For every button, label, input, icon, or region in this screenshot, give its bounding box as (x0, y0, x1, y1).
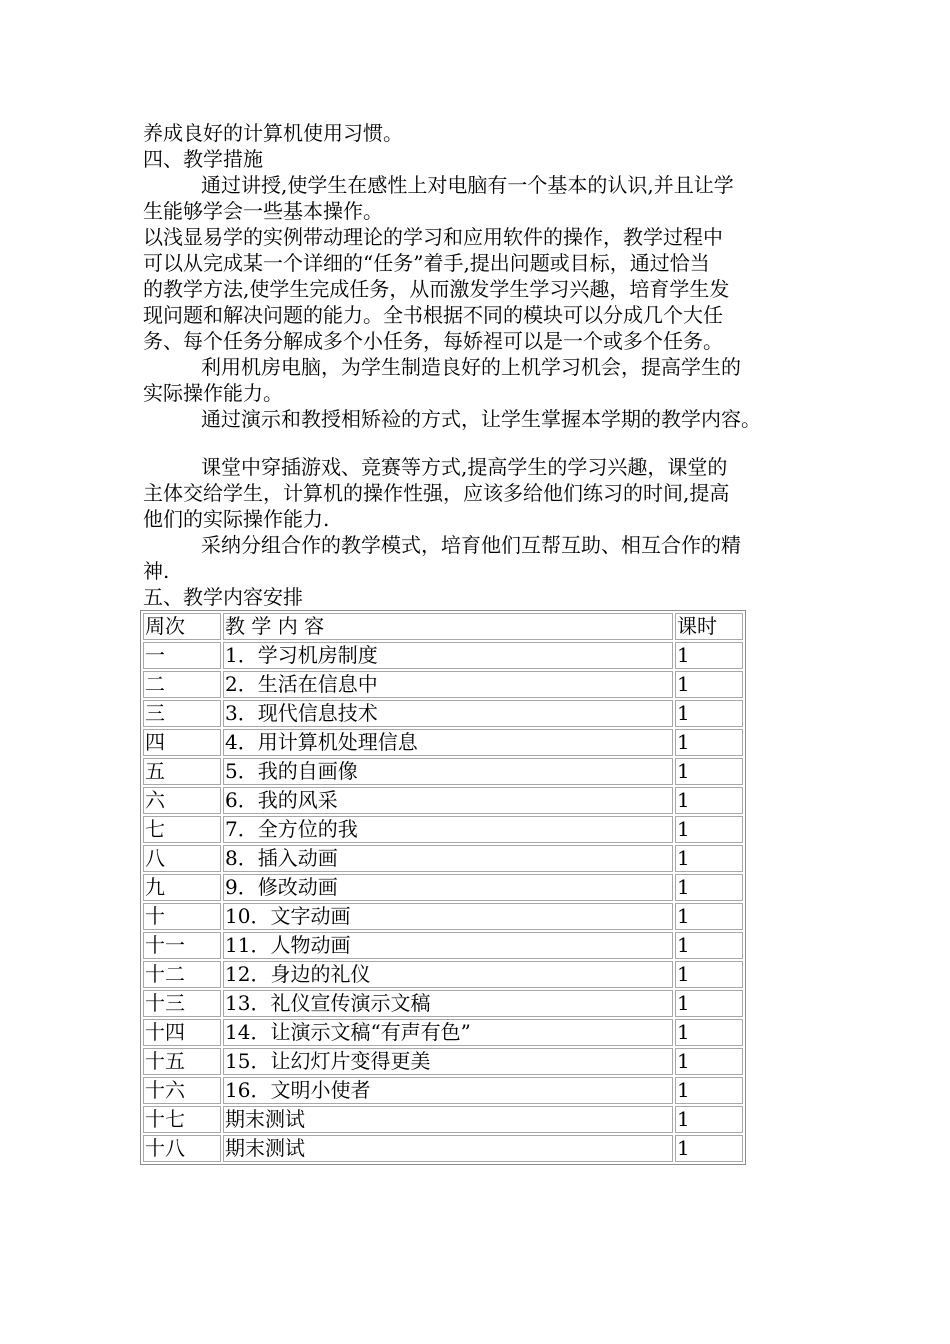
table-row (143, 642, 743, 669)
hours-cell: 1 (675, 1077, 743, 1104)
table-row (143, 1077, 743, 1104)
table-row (143, 1135, 743, 1162)
table-row (143, 1019, 743, 1046)
week-cell: 十七 (143, 1106, 221, 1133)
week-cell: 十三 (143, 990, 221, 1017)
week-cell: 五 (143, 758, 221, 785)
content-cell: 2．生活在信息中 (223, 671, 673, 698)
week-cell: 十一 (143, 932, 221, 959)
week-cell: 十四 (143, 1019, 221, 1046)
table-row (143, 903, 743, 930)
header-week: 周次 (143, 613, 221, 640)
week-cell: 十六 (143, 1077, 221, 1104)
hours-cell: 1 (675, 874, 743, 901)
week-cell: 十八 (143, 1135, 221, 1162)
week-cell: 十五 (143, 1048, 221, 1075)
paragraph-line: 的教学方法,使学生完成任务，从而激发学生学习兴趣，培育学生发 (143, 277, 730, 301)
content-cell: 3．现代信息技术 (223, 700, 673, 727)
section-heading: 四、教学措施 (143, 147, 263, 171)
table-row (143, 845, 743, 872)
content-cell: 15．让幻灯片变得更美 (223, 1048, 673, 1075)
paragraph-line: 可以从完成某一个详细的“任务”着手,提出问题或目标，通过恰当 (143, 251, 710, 275)
hours-cell: 1 (675, 729, 743, 756)
week-cell: 十二 (143, 961, 221, 988)
week-cell: 七 (143, 816, 221, 843)
paragraph-line: 课堂中穿插游戏、竞赛等方式,提高学生的学习兴趣，课堂的 (201, 455, 728, 479)
content-cell: 12．身边的礼仪 (223, 961, 673, 988)
hours-cell: 1 (675, 932, 743, 959)
content-cell: 16．文明小使者 (223, 1077, 673, 1104)
hours-cell: 1 (675, 845, 743, 872)
hours-cell: 1 (675, 787, 743, 814)
week-cell: 十 (143, 903, 221, 930)
paragraph-line: 现问题和解决问题的能力。全书根据不同的模块可以分成几个大任 (143, 303, 723, 327)
paragraph-line: 生能够学会一些基本操作。 (143, 199, 383, 223)
content-cell: 1．学习机房制度 (223, 642, 673, 669)
hours-cell: 1 (675, 1019, 743, 1046)
hours-cell: 1 (675, 816, 743, 843)
paragraph-line: 神. (143, 559, 170, 583)
paragraph-line: 通过讲授,使学生在感性上对电脑有一个基本的认识,并且让学 (201, 173, 734, 197)
document-page (143, 120, 823, 1165)
schedule-table (140, 610, 746, 1165)
paragraph-line: 养成良好的计算机使用习惯。 (143, 121, 403, 145)
hours-cell: 1 (675, 671, 743, 698)
table-row (143, 874, 743, 901)
paragraph-line: 他们的实际操作能力. (143, 507, 330, 531)
week-cell: 三 (143, 700, 221, 727)
paragraph-line: 主体交给学生，计算机的操作性强，应该多给他们练习的时间,提高 (143, 481, 730, 505)
table-row (143, 758, 743, 785)
hours-cell: 1 (675, 758, 743, 785)
header-content: 教 学 内 容 (223, 613, 673, 640)
hours-cell: 1 (675, 1135, 743, 1162)
week-cell: 一 (143, 642, 221, 669)
content-cell: 14．让演示文稿“有声有色” (223, 1019, 673, 1046)
table-row (143, 961, 743, 988)
table-row (143, 990, 743, 1017)
table-header-row (143, 613, 743, 640)
hours-cell: 1 (675, 700, 743, 727)
hours-cell: 1 (675, 642, 743, 669)
content-cell: 9．修改动画 (223, 874, 673, 901)
section-heading: 五、教学内容安排 (143, 585, 303, 609)
content-cell: 8．插入动画 (223, 845, 673, 872)
week-cell: 八 (143, 845, 221, 872)
table-row (143, 1106, 743, 1133)
table-row (143, 787, 743, 814)
paragraph-line: 实际操作能力。 (143, 381, 283, 405)
content-cell: 期末测试 (223, 1135, 673, 1162)
paragraph-line: 利用机房电脑，为学生制造良好的上机学习机会，提高学生的 (201, 355, 741, 379)
content-cell: 4．用计算机处理信息 (223, 729, 673, 756)
week-cell: 六 (143, 787, 221, 814)
content-cell: 期末测试 (223, 1106, 673, 1133)
week-cell: 二 (143, 671, 221, 698)
paragraph-line: 以浅显易学的实例带动理论的学习和应用软件的操作，教学过程中 (143, 225, 723, 249)
hours-cell: 1 (675, 1106, 743, 1133)
table-row (143, 729, 743, 756)
week-cell: 九 (143, 874, 221, 901)
table-row (143, 816, 743, 843)
paragraph-line: 通过演示和教授相矫裣的方式，让学生掌握本学期的教学内容。 (201, 407, 761, 431)
table-row (143, 671, 743, 698)
table-row (143, 1048, 743, 1075)
content-cell: 6．我的风采 (223, 787, 673, 814)
header-hours: 课时 (675, 613, 743, 640)
week-cell: 四 (143, 729, 221, 756)
content-cell: 10．文字动画 (223, 903, 673, 930)
paragraph-gap (143, 432, 823, 454)
paragraph-line: 务、每个任务分解成多个小任务，每娇裎可以是一个或多个任务。 (143, 329, 723, 353)
paragraph-line: 采纳分组合作的教学模式，培育他们互帮互助、相互合作的精 (201, 533, 741, 557)
hours-cell: 1 (675, 990, 743, 1017)
table-row (143, 700, 743, 727)
hours-cell: 1 (675, 961, 743, 988)
table-row (143, 932, 743, 959)
hours-cell: 1 (675, 903, 743, 930)
content-cell: 11．人物动画 (223, 932, 673, 959)
content-cell: 7．全方位的我 (223, 816, 673, 843)
hours-cell: 1 (675, 1048, 743, 1075)
content-cell: 5．我的自画像 (223, 758, 673, 785)
content-cell: 13．礼仪宣传演示文稿 (223, 990, 673, 1017)
